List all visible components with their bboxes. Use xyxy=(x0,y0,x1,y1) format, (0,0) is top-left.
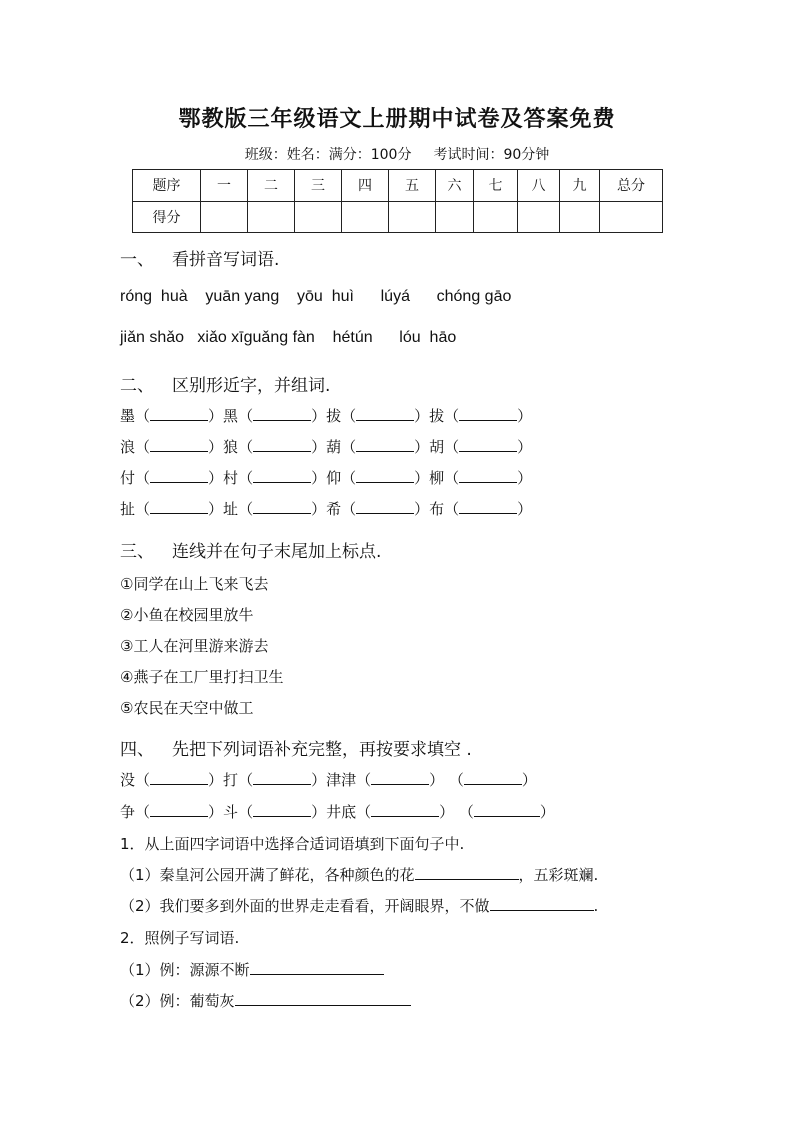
word-pair-row: 浪（ ）狼（ ）葫（ ）胡（ ） xyxy=(120,438,533,456)
score-cell[interactable] xyxy=(518,201,560,233)
answer-blank[interactable] xyxy=(150,468,208,483)
score-cell[interactable] xyxy=(389,201,436,233)
answer-blank[interactable] xyxy=(253,802,311,817)
question-1: 1．从上面四字词语中选择合适词语填到下面句子中. xyxy=(120,835,465,853)
answer-blank[interactable] xyxy=(356,468,414,483)
table-header-cell: 五 xyxy=(389,170,436,202)
question-2: 2．照例子写词语. xyxy=(120,929,240,947)
answer-blank[interactable] xyxy=(415,865,519,880)
char: 布 xyxy=(429,500,445,518)
score-table xyxy=(132,169,663,233)
question-text: （1）例：源源不断 xyxy=(120,961,250,979)
idiom-row: 没（ ）打（ ）津津（ ） （ ） xyxy=(120,771,537,789)
question-text: ，五彩斑斓. xyxy=(518,866,599,884)
list-item: ④燕子在工厂里打扫卫生 xyxy=(120,668,284,686)
answer-blank[interactable] xyxy=(459,437,517,452)
answer-blank[interactable] xyxy=(150,802,208,817)
class-name-score-label: 班级：姓名：满分：100分 xyxy=(244,147,412,163)
answer-blank[interactable] xyxy=(250,960,384,975)
char: 仰 xyxy=(326,469,342,487)
score-cell[interactable] xyxy=(474,201,518,233)
char: 葫 xyxy=(326,438,342,456)
score-cell[interactable] xyxy=(600,201,663,233)
table-header-cell: 题序 xyxy=(133,170,201,202)
char: 拔 xyxy=(326,407,342,425)
section-number: 一、 xyxy=(120,250,154,270)
section-title: 区别形近字，并组词. xyxy=(172,376,331,396)
list-item: ③工人在河里游来游去 xyxy=(120,637,269,655)
answer-blank[interactable] xyxy=(371,802,439,817)
char: 希 xyxy=(326,500,342,518)
list-item: ①同学在山上飞来飞去 xyxy=(120,575,269,593)
char: 浪 xyxy=(120,438,136,456)
section-4-heading xyxy=(120,735,472,760)
score-cell[interactable] xyxy=(295,201,342,233)
question-text: . xyxy=(593,897,599,915)
list-item: ②小鱼在校园里放牛 xyxy=(120,606,254,624)
answer-blank[interactable] xyxy=(253,437,311,452)
char: 胡 xyxy=(429,438,445,456)
section-title: 看拼音写词语. xyxy=(172,250,280,270)
score-cell[interactable] xyxy=(560,201,600,233)
table-header-cell: 总分 xyxy=(600,170,663,202)
pinyin-line-1: róng huà yuān yang yōu huì lúyá chóng gāo xyxy=(120,288,512,305)
table-header-cell: 六 xyxy=(436,170,474,202)
section-number: 四、 xyxy=(120,740,154,760)
question-1a xyxy=(120,864,598,885)
char: 井底 xyxy=(326,803,357,821)
word-pair-row: 付（ ）村（ ）仰（ ）柳（ ） xyxy=(120,469,533,487)
exam-time-label: 考试时间：90分钟 xyxy=(433,147,550,163)
table-header-cell: 九 xyxy=(560,170,600,202)
char: 柳 xyxy=(429,469,445,487)
section-2-heading xyxy=(120,371,330,396)
list-item: ⑤农民在天空中做工 xyxy=(120,699,254,717)
answer-blank[interactable] xyxy=(253,468,311,483)
char: 扯 xyxy=(120,500,136,518)
answer-blank[interactable] xyxy=(371,770,429,785)
question-1b xyxy=(120,895,598,916)
score-cell[interactable] xyxy=(248,201,295,233)
table-header-cell: 三 xyxy=(295,170,342,202)
char: 打 xyxy=(223,771,239,789)
section-number: 二、 xyxy=(120,376,154,396)
answer-blank[interactable] xyxy=(356,406,414,421)
char: 争 xyxy=(120,803,136,821)
section-title: 连线并在句子末尾加上标点. xyxy=(172,542,382,562)
char: 津津 xyxy=(326,771,357,789)
idiom-row: 争（ ）斗（ ）井底（ ） （ ） xyxy=(120,803,555,821)
answer-blank[interactable] xyxy=(459,406,517,421)
answer-blank[interactable] xyxy=(459,468,517,483)
exam-info xyxy=(0,144,794,164)
char: 黑 xyxy=(223,407,239,425)
score-cell[interactable] xyxy=(342,201,389,233)
section-title: 先把下列词语补充完整，再按要求填空 . xyxy=(172,740,472,760)
question-2b xyxy=(120,990,411,1011)
pinyin-line-2: jiǎn shǎo xiǎo xīguǎng fàn hétún lóu hāo xyxy=(120,329,457,346)
answer-blank[interactable] xyxy=(464,770,522,785)
table-header-cell: 四 xyxy=(342,170,389,202)
char: 址 xyxy=(223,500,239,518)
answer-blank[interactable] xyxy=(253,770,311,785)
question-2a xyxy=(120,959,384,980)
char: 村 xyxy=(223,469,239,487)
table-header-cell: 八 xyxy=(518,170,560,202)
answer-blank[interactable] xyxy=(150,437,208,452)
score-table-score-row xyxy=(133,201,663,233)
answer-blank[interactable] xyxy=(253,406,311,421)
score-table-header-row xyxy=(133,170,663,202)
answer-blank[interactable] xyxy=(150,406,208,421)
answer-blank[interactable] xyxy=(253,499,311,514)
table-header-cell: 二 xyxy=(248,170,295,202)
char: 狼 xyxy=(223,438,239,456)
answer-blank[interactable] xyxy=(150,499,208,514)
score-row-label: 得分 xyxy=(133,201,201,233)
page-title: 鄂教版三年级语文上册期中试卷及答案免费 xyxy=(178,106,616,132)
answer-blank[interactable] xyxy=(235,991,411,1006)
answer-blank[interactable] xyxy=(459,499,517,514)
section-3-heading xyxy=(120,537,381,562)
section-number: 三、 xyxy=(120,542,154,562)
char: 没 xyxy=(120,771,136,789)
char: 斗 xyxy=(223,803,239,821)
word-pair-row: 墨（ ）黑（ ）拔（ ）拔（ ） xyxy=(120,407,533,425)
score-cell[interactable] xyxy=(436,201,474,233)
score-cell[interactable] xyxy=(201,201,248,233)
char: 付 xyxy=(120,469,136,487)
answer-blank[interactable] xyxy=(356,437,414,452)
word-pair-row: 扯（ ）址（ ）希（ ）布（ ） xyxy=(120,500,533,518)
answer-blank[interactable] xyxy=(356,499,414,514)
table-header-cell: 一 xyxy=(201,170,248,202)
answer-blank[interactable] xyxy=(150,770,208,785)
char: 拔 xyxy=(429,407,445,425)
question-text: （2）例：葡萄灰 xyxy=(120,992,235,1010)
answer-blank[interactable] xyxy=(490,896,594,911)
table-header-cell: 七 xyxy=(474,170,518,202)
answer-blank[interactable] xyxy=(474,802,540,817)
section-1-heading xyxy=(120,245,279,270)
question-text: （2）我们要多到外面的世界走走看看，开阔眼界，不做 xyxy=(120,897,490,915)
char: 墨 xyxy=(120,407,136,425)
question-text: （1）秦皇河公园开满了鲜花，各种颜色的花 xyxy=(120,866,415,884)
